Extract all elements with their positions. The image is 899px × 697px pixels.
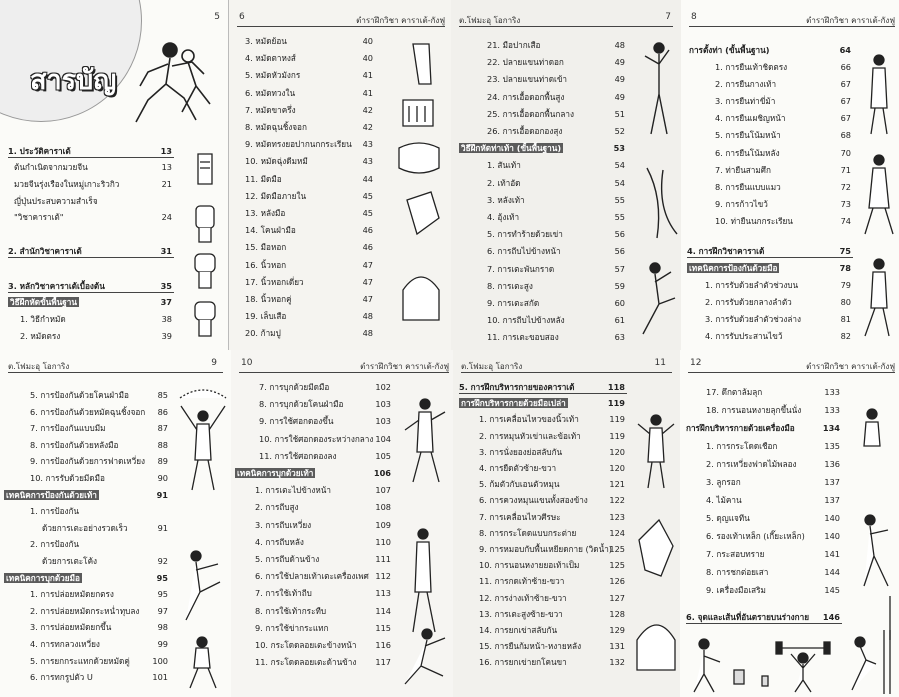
page-5 bbox=[0, 0, 229, 350]
toc-entry-page: 119 bbox=[607, 398, 625, 409]
toc-entry-page: 31 bbox=[160, 246, 172, 256]
toc-entry-title: 8. การกระโดดแบบกระต่าย bbox=[479, 527, 577, 538]
toc-entry-title: 2. การถีบสูง bbox=[255, 502, 299, 513]
toc-entry-page: 102 bbox=[375, 382, 391, 392]
toc-entry-title: 8. การใช้เท้ากระทืบ bbox=[255, 605, 327, 616]
toc-entry-page: 145 bbox=[824, 585, 840, 595]
toc-entry-title: 16. นิ้วหอก bbox=[245, 259, 287, 270]
toc-entry-title: 5. ก้มตัวกับเอนตัวหมุน bbox=[479, 479, 560, 490]
toc-entry-page: 128 bbox=[609, 608, 625, 619]
toc-entry-page: 68 bbox=[840, 130, 851, 140]
toc-entry-page: 41 bbox=[362, 87, 373, 98]
section-rule bbox=[8, 292, 174, 293]
toc-entry-title: 4. หมัดตาหงส์ bbox=[245, 53, 296, 64]
toc-entry-title: 11. มีดมือ bbox=[245, 173, 282, 184]
toc-entry-title: ต้นกำเนิดจากมวยจีน bbox=[14, 162, 88, 172]
toc-entry-page: 125 bbox=[609, 560, 625, 571]
toc-entry-page: 140 bbox=[824, 513, 840, 523]
toc-entry-title: 5. การฝึกบริหารกายของคาราเต้ bbox=[459, 382, 575, 392]
toc-entry-page: 47 bbox=[362, 259, 373, 270]
toc-entry-title: วิธีฝึกหัดท่าเท้า (ขั้นพื้นฐาน) bbox=[461, 143, 562, 154]
toc-entry-page: 40 bbox=[362, 53, 373, 64]
toc-entry-page: 114 bbox=[375, 605, 391, 616]
toc-entry-title: 15. มือหอก bbox=[245, 242, 287, 253]
toc-entry-title: 19. เล็บเสือ bbox=[245, 311, 287, 322]
toc-entry-page: 91 bbox=[156, 489, 168, 500]
toc-entry-page: 113 bbox=[375, 588, 391, 599]
running-header: ต.โฟมะอุ โอการิง bbox=[461, 362, 523, 371]
toc-entry-title: 2. สำนักวิชาคาราเต้ bbox=[8, 246, 82, 256]
toc-entry-page: 52 bbox=[614, 126, 625, 136]
toc-entry-page: 86 bbox=[157, 406, 168, 417]
running-header: ตำราฝึกวิชา คาราเต้-กังฟู bbox=[806, 362, 895, 371]
toc-entry-title: 11. การกดเท้าซ้าย-ขวา bbox=[479, 576, 565, 587]
toc-entry-title: 8. การยืนแบบแมว bbox=[715, 182, 781, 192]
toc-entry-page: 132 bbox=[609, 657, 625, 668]
running-header: ต.โฟมะอุ โอการิง bbox=[8, 362, 70, 371]
toc-entry-page: 37 bbox=[160, 297, 172, 307]
toc-entry-page: 54 bbox=[614, 177, 625, 188]
toc-entry-title: 12. การง่างเท้าซ้าย-ขวา bbox=[479, 592, 567, 603]
toc-entry-page: 46 bbox=[362, 225, 373, 236]
toc-entry-title: 1. การรับด้วยลำตัวช่วงบน bbox=[705, 280, 799, 290]
toc-entry-page: 63 bbox=[614, 332, 625, 343]
toc-entry-page: 54 bbox=[614, 160, 625, 171]
toc-entry-title: 3. หลักวิชาคาราเต้เบื้องต้น bbox=[8, 281, 105, 291]
page-11 bbox=[453, 350, 680, 697]
toc-entry-title: 9. การป้องกันด้วยการฟาดเหวี่ยง bbox=[30, 456, 145, 467]
toc-entry-title: 1. การป้องกัน bbox=[30, 506, 80, 517]
toc-entry-page: 59 bbox=[614, 280, 625, 291]
toc-entry-page: 134 bbox=[822, 423, 840, 433]
toc-entry-page: 47 bbox=[362, 276, 373, 287]
toc-entry-page: 47 bbox=[362, 294, 373, 304]
toc-entry-title: 5. หมัดหัวมังกร bbox=[245, 70, 301, 81]
toc-entry-page: 81 bbox=[840, 314, 851, 324]
toc-entry-title: 17. นิ้วหอกเดี่ยว bbox=[245, 276, 304, 287]
toc-entry-page: 72 bbox=[840, 182, 851, 192]
toc-entry-title: 6. การใช้ปลายเท้าเตะเครื่องเพศ bbox=[255, 571, 369, 582]
toc-entry-title: 10. กระโดดลอยเตะข้างหน้า bbox=[255, 640, 357, 650]
toc-entry-page: 137 bbox=[824, 477, 840, 487]
toc-entry-page: 66 bbox=[840, 62, 851, 72]
toc-entry-page: 105 bbox=[375, 450, 391, 461]
toc-entry-page: 124 bbox=[609, 527, 625, 538]
toc-entry-page: 41 bbox=[362, 70, 373, 81]
toc-entry-page: 126 bbox=[609, 576, 625, 587]
toc-entry-title: 7. กระสอบทราย bbox=[706, 549, 765, 559]
toc-entry-page: 133 bbox=[824, 387, 840, 397]
toc-entry-page: 99 bbox=[157, 639, 168, 649]
section-rule bbox=[8, 157, 174, 158]
toc-entry-title: 5. การทำร้ายด้วยเข่า bbox=[487, 229, 563, 240]
running-header: ต.โฟมะอุ โอการิง bbox=[459, 16, 521, 25]
toc-entry-title: 5. การยกกระแทกด้วยหมัดคู่ bbox=[30, 655, 130, 666]
toc-entry-page: 67 bbox=[840, 113, 851, 123]
page-number: 12 bbox=[690, 358, 702, 368]
toc-entry-page: 80 bbox=[840, 297, 851, 307]
page-7 bbox=[451, 0, 681, 350]
toc-entry-title: 6. รองเท้าเหล็ก (เกี๊ยะเหล็ก) bbox=[706, 531, 805, 541]
toc-entry-title: 1. การปล่อยหมัดยกตรง bbox=[30, 589, 114, 600]
toc-entry-page: 91 bbox=[157, 522, 168, 533]
toc-entry-title: 2. เท้าอัด bbox=[487, 177, 521, 188]
running-header: ตำราฝึกวิชา คาราเต้-กังฟู bbox=[356, 16, 445, 25]
figure-hand-strikes bbox=[393, 40, 447, 340]
toc-entry-title: 26. การเอื้อดอกองสุง bbox=[487, 126, 563, 136]
section-rule bbox=[687, 257, 853, 258]
toc-entry-page: 67 bbox=[840, 96, 851, 106]
toc-entry-title: 7. การป้องกันแบบมีม bbox=[30, 423, 106, 434]
toc-entry-title: 9. การเตะสกัด bbox=[487, 298, 540, 308]
toc-entry-title: 18. การนอนหงายลุกขึ้นนั่ง bbox=[706, 405, 802, 415]
toc-entry-page: 45 bbox=[362, 208, 373, 218]
toc-entry-title: 1. การกระโดดเชือก bbox=[706, 441, 778, 451]
toc-entry-page: 87 bbox=[157, 423, 168, 434]
toc-entry-page: 116 bbox=[375, 640, 391, 650]
toc-entry-page: 121 bbox=[609, 479, 625, 490]
toc-entry-title: 1. การเคลื่อนไหวของนิ้วเท้า bbox=[479, 414, 579, 425]
toc-entry-title: 9. การใช้ศอกดองขึ้น bbox=[259, 416, 334, 427]
toc-entry-title: 1. การยืนเท้าชิดตรง bbox=[715, 62, 788, 72]
toc-entry-title: 22. ปลายแขนท่าดอก bbox=[487, 57, 564, 68]
figure-fist-hands bbox=[190, 150, 220, 340]
toc-entry-page: 129 bbox=[609, 625, 625, 635]
toc-entry-page: 57 bbox=[614, 263, 625, 274]
toc-entry-title: 2. การป้องกัน bbox=[30, 539, 80, 550]
toc-entry-page: 21 bbox=[161, 179, 172, 189]
toc-entry-title: 16. การยกเข่ายกโคนขา bbox=[479, 657, 567, 668]
toc-entry-page: 133 bbox=[824, 405, 840, 415]
toc-entry-page: 40 bbox=[362, 36, 373, 46]
toc-entry-page: 122 bbox=[609, 495, 625, 506]
toc-entry-page: 98 bbox=[157, 622, 168, 633]
toc-entry-title: 1. ประวัติคาราเต้ bbox=[8, 146, 71, 156]
toc-entry-title: 3. หมัดย้อน bbox=[245, 36, 287, 46]
toc-entry-page: 95 bbox=[156, 572, 168, 583]
toc-entry-title: 10. การรับด้วยมีดมือ bbox=[30, 473, 105, 483]
toc-entry-title: วิธีฝึกหัดขั้นพื้นฐาน bbox=[10, 297, 77, 307]
toc-entry-page: 127 bbox=[609, 592, 625, 603]
page-10 bbox=[231, 350, 453, 697]
toc-entry-title: 3. การรับด้วยลำตัวช่วงล่าง bbox=[705, 314, 801, 324]
toc-entry-page: 42 bbox=[362, 104, 373, 115]
toc-entry-title: 20. ก้ามปู bbox=[245, 328, 281, 339]
page-number: 7 bbox=[665, 12, 671, 22]
toc-entry-page: 56 bbox=[614, 246, 625, 257]
figure-equipment-training bbox=[850, 400, 896, 640]
toc-entry-page: 103 bbox=[375, 399, 391, 410]
toc-entry-page: 39 bbox=[161, 331, 172, 341]
toc-entry-title: 6. การควงหมุนแขนทั้งสองข้าง bbox=[479, 495, 588, 506]
toc-entry-title: 1. วิธีกำหมัด bbox=[20, 314, 66, 324]
toc-entry-title: 7. การเตะพันกราด bbox=[487, 263, 555, 274]
toc-entry-page: 67 bbox=[840, 79, 851, 89]
toc-entry-title: 21. มือปากเสือ bbox=[487, 40, 541, 50]
toc-entry-title: การฝึกบริหารกายด้วยเครื่องมือ bbox=[686, 423, 795, 433]
toc-entry-page: 85 bbox=[157, 390, 168, 400]
toc-entry-page: 103 bbox=[375, 416, 391, 427]
toc-entry-title: 25. การเอื้อดอกพื้นกลาง bbox=[487, 108, 574, 119]
toc-entry-page: 144 bbox=[824, 567, 840, 577]
toc-entry-title: 10. การนอนหงายยอเท้าเป็ม bbox=[479, 560, 580, 571]
toc-entry-title: 4. การทกลวงเหวี่ยง bbox=[30, 639, 100, 649]
toc-entry-title: 10. ท่ายืนนกกระเรียน bbox=[715, 216, 793, 226]
toc-entry-title: 6. จุดและเส้นที่อันตรายบนร่างกาย bbox=[686, 612, 810, 622]
toc-entry-page: 101 bbox=[152, 672, 168, 683]
toc-entry-title: 15. การยืนก้มหน้า-หงายหลัง bbox=[479, 641, 582, 652]
toc-entry-title: 11. การเตะขอบสอง bbox=[487, 332, 559, 343]
toc-entry-page: 43 bbox=[362, 139, 373, 150]
toc-entry-title: 3. การถีบเหวี่ยง bbox=[255, 519, 312, 530]
toc-entry-title: 9. เครื่องมือเสริม bbox=[706, 585, 766, 595]
toc-entry-title: 11. กระโดดลอยเตะด้านข้าง bbox=[255, 657, 357, 668]
toc-entry-page: 13 bbox=[160, 146, 172, 156]
page-number: 5 bbox=[214, 12, 220, 22]
toc-entry-title: 23. ปลายแขนท่าดเข้า bbox=[487, 74, 568, 85]
toc-entry-title: 6. การป้องกันด้วยหมัดฉุนชิ้งจอก bbox=[30, 406, 146, 417]
toc-entry-page: 141 bbox=[824, 549, 840, 559]
toc-entry-page: 48 bbox=[614, 40, 625, 50]
toc-entry-title: 9. หมัดทรงยอปากนกกระเรียน bbox=[245, 139, 352, 150]
toc-entry-title: 2. การปล่อยหมัดกระหน่ำทุบลง bbox=[30, 605, 140, 616]
page-number: 11 bbox=[654, 358, 666, 368]
toc-entry-page: 112 bbox=[375, 571, 391, 582]
toc-entry-title: เทคนิคการป้องกันด้วยเท้า bbox=[6, 489, 97, 500]
toc-entry-title: เทคนิคการบุกด้วยมือ bbox=[6, 572, 80, 583]
toc-entry-page: 73 bbox=[840, 199, 851, 209]
toc-entry-page: 109 bbox=[375, 519, 391, 530]
toc-entry-title: 1. การเตะไปข้างหน้า bbox=[255, 485, 331, 496]
toc-entry-title: 9. การก้าวไขว้ bbox=[715, 199, 768, 209]
toc-entry-page: 97 bbox=[157, 605, 168, 616]
toc-entry-title: 14. การยกเข่าสลับกัน bbox=[479, 625, 558, 635]
toc-entry-title: 10. หมัดฉุ่งดีมหมี bbox=[245, 156, 308, 167]
toc-entry-page: 136 bbox=[824, 459, 840, 469]
toc-entry-page: 137 bbox=[824, 495, 840, 505]
toc-entry-page: 110 bbox=[375, 536, 391, 547]
toc-entry-title: 4. การฝึกวิชาคาราเต้ bbox=[687, 246, 765, 256]
page-12 bbox=[680, 350, 899, 697]
toc-entry-title: 5. การยืนโน้มหน้า bbox=[715, 130, 781, 140]
toc-entry-page: 108 bbox=[375, 502, 391, 513]
page-6 bbox=[229, 0, 451, 350]
toc-entry-title: 1. สันเท้า bbox=[487, 160, 521, 171]
toc-entry-page: 44 bbox=[362, 173, 373, 184]
toc-entry-title: 2. การเหวี่ยงฟาดไม้พลอง bbox=[706, 459, 797, 469]
toc-entry-title: 4. การถีบหลัง bbox=[255, 536, 304, 547]
toc-entry-page: 45 bbox=[362, 190, 373, 201]
toc-entry-page: 13 bbox=[161, 162, 172, 172]
toc-entry-page: 100 bbox=[152, 655, 168, 666]
toc-entry-page: 88 bbox=[157, 439, 168, 450]
figure-exercises bbox=[633, 390, 679, 690]
toc-entry-page: 56 bbox=[614, 229, 625, 240]
toc-entry-page: 48 bbox=[362, 311, 373, 322]
toc-entry-title: เทคนิคการบุกด้วยเท้า bbox=[237, 468, 314, 478]
toc-entry-page: 107 bbox=[375, 485, 391, 496]
toc-entry-page: 123 bbox=[609, 511, 625, 522]
toc-entry-page: 119 bbox=[609, 414, 625, 425]
toc-entry-title: 5. การป้องกันด้วยโคนฝ่ามือ bbox=[30, 390, 129, 400]
toc-entry-title: มวยจีนรุ่งเรืองในหมู่เกาะริวกิว bbox=[14, 179, 120, 189]
figure-kicks bbox=[637, 38, 681, 342]
toc-entry-page: 119 bbox=[609, 430, 625, 441]
toc-entry-title: 10. การถีบไปข้างหลัง bbox=[487, 315, 565, 326]
toc-entry-page: 92 bbox=[157, 556, 168, 566]
toc-entry-title: การตั้งท่า (ขั้นพื้นฐาน) bbox=[689, 45, 770, 55]
toc-entry-page: 71 bbox=[840, 165, 851, 175]
toc-entry-page: 42 bbox=[362, 122, 373, 132]
toc-entry-page: 49 bbox=[614, 91, 625, 102]
toc-entry-title: "วิชาคาราเต้" bbox=[14, 212, 64, 222]
toc-entry-page: 89 bbox=[157, 456, 168, 467]
toc-entry-title: 2. การยืนกางเท้า bbox=[715, 79, 777, 89]
toc-entry-title: 24. การเอื้อดอกพื้นสูง bbox=[487, 91, 565, 102]
toc-entry-page: 49 bbox=[614, 57, 625, 68]
toc-entry-page: 60 bbox=[614, 298, 625, 308]
toc-entry-page: 131 bbox=[609, 641, 625, 652]
section-rule bbox=[8, 257, 174, 258]
page-9 bbox=[0, 350, 231, 697]
toc-entry-page: 90 bbox=[157, 473, 168, 483]
toc-entry-title: 4. การรับประสานไขว้ bbox=[705, 331, 783, 341]
toc-entry-page: 82 bbox=[840, 331, 851, 341]
toc-entry-page: 38 bbox=[161, 314, 172, 324]
toc-entry-title: ญี่ปุ่นประสบความสำเร็จ bbox=[14, 196, 98, 206]
toc-entry-title: 6. การถีบไปข้างหน้า bbox=[487, 246, 561, 257]
toc-entry-title: 7. การเคลื่อนไหวศีรษะ bbox=[479, 511, 561, 522]
toc-entry-title: 8. การป้องกันด้วยหลังมือ bbox=[30, 439, 119, 450]
toc-entry-page: 64 bbox=[839, 45, 851, 55]
toc-entry-title: 12. มีดมือภายใน bbox=[245, 190, 307, 201]
figure-blocks bbox=[176, 386, 230, 690]
toc-entry-page: 118 bbox=[607, 382, 625, 392]
toc-entry-page: 46 bbox=[362, 242, 373, 253]
toc-entry-title: 4. ไม้คาน bbox=[706, 495, 742, 505]
toc-entry-title: 4. การยืนเผชิญหน้า bbox=[715, 113, 786, 123]
toc-entry-title: 6. หมัดทวงใน bbox=[245, 87, 296, 98]
toc-title: สารบัญ bbox=[30, 65, 117, 96]
toc-entry-page: 95 bbox=[157, 589, 168, 600]
toc-entry-page: 74 bbox=[840, 216, 851, 226]
toc-entry-page: 55 bbox=[614, 194, 625, 205]
toc-entry-page: 51 bbox=[614, 108, 625, 119]
toc-entry-title: 18. นิ้วหอกคู่ bbox=[245, 294, 292, 304]
toc-entry-page: 35 bbox=[160, 281, 172, 291]
running-header: ตำราฝึกวิชา คาราเต้-กังฟู bbox=[806, 16, 895, 25]
toc-entry-page: 120 bbox=[609, 463, 625, 473]
toc-entry-title: 13. การเตะสูงซ้าย-ขวา bbox=[479, 608, 563, 619]
toc-entry-page: 53 bbox=[613, 143, 625, 154]
toc-entry-title: 17. ดึกตาล้มลุก bbox=[706, 387, 763, 397]
toc-entry-title: 8. การบุกด้วยโคนฝ่ามือ bbox=[259, 399, 344, 410]
page-8 bbox=[681, 0, 899, 350]
figure-attacks bbox=[401, 384, 451, 690]
toc-entry-title: 5. การถีบด้านข้าง bbox=[255, 554, 320, 564]
page-number: 10 bbox=[241, 358, 253, 368]
toc-entry-title: 7. การบุกด้วยมีดมือ bbox=[259, 382, 330, 392]
toc-entry-page: 140 bbox=[824, 531, 840, 541]
toc-entry-page: 75 bbox=[839, 246, 851, 256]
toc-entry-page: 49 bbox=[614, 74, 625, 85]
toc-entry-title: ด้วยการเตะโค้ง bbox=[42, 556, 98, 566]
toc-entry-title: 8. หมัดฉุนชิ้งจอก bbox=[245, 122, 307, 132]
toc-entry-page: 61 bbox=[614, 315, 625, 326]
toc-entry-title: 9. การใช้ข่ากระแทก bbox=[255, 622, 329, 633]
toc-entry-title: 9. การหมอบกับพื้นเหยียดกาย (วิดน้ำ) bbox=[479, 544, 612, 554]
toc-entry-title: 3. หลังเท้า bbox=[487, 194, 525, 205]
toc-entry-page: 146 bbox=[822, 612, 840, 622]
toc-entry-title: 7. หมัดขาครึ่ง bbox=[245, 104, 296, 115]
page-number: 8 bbox=[691, 12, 697, 22]
toc-entry-title: 4. การยืดตัวซ้าย-ขวา bbox=[479, 463, 557, 473]
toc-entry-page: 70 bbox=[840, 148, 851, 158]
toc-entry-title: 3. การปล่อยหมัดยกขึ้น bbox=[30, 622, 112, 633]
toc-entry-title: 3. ลูกรอก bbox=[706, 477, 741, 487]
section-rule bbox=[686, 623, 842, 624]
toc-entry-title: 13. หลังมือ bbox=[245, 208, 286, 218]
toc-entry-title: 4. อุ้งเท้า bbox=[487, 212, 520, 222]
toc-entry-page: 24 bbox=[161, 212, 172, 222]
figure-grappling bbox=[126, 34, 218, 126]
toc-entry-page: 111 bbox=[375, 554, 391, 564]
toc-entry-title: 2. หมัดตรง bbox=[20, 331, 61, 341]
toc-entry-title: 6. การยืนโน้มหลัง bbox=[715, 148, 780, 158]
figure-weights-and-punching bbox=[684, 630, 898, 694]
toc-entry-page: 79 bbox=[840, 280, 851, 290]
toc-entry-title: 6. การทกรูปตัว U bbox=[30, 672, 93, 683]
toc-entry-page: 55 bbox=[614, 212, 625, 222]
toc-entry-page: 78 bbox=[839, 263, 851, 273]
toc-entry-page: 106 bbox=[373, 468, 391, 478]
toc-entry-page: 104 bbox=[375, 433, 391, 444]
toc-entry-page: 120 bbox=[609, 446, 625, 457]
toc-entry-title: 14. โคนฝ่ามือ bbox=[245, 225, 296, 236]
toc-entry-title: 10. การใช้ศอกดองระหว่างกลาง bbox=[259, 433, 374, 444]
toc-entry-title: 2. การรับด้วยกลางลำตัว bbox=[705, 297, 792, 307]
toc-entry-page: 117 bbox=[375, 657, 391, 668]
toc-entry-title: เทคนิคการป้องกันด้วยมือ bbox=[689, 263, 778, 273]
toc-entry-title: 2. การหมุนหัวเข่าและข้อเท้า bbox=[479, 430, 581, 441]
toc-entry-page: 115 bbox=[375, 622, 391, 633]
toc-entry-page: 125 bbox=[609, 544, 625, 554]
section-rule bbox=[459, 393, 627, 394]
running-header: ตำราฝึกวิชา คาราเต้-กังฟู bbox=[360, 362, 449, 371]
toc-entry-title: 3. การนั่งยองย่อสลับกัน bbox=[479, 446, 563, 457]
toc-entry-title: 8. การชกต่อยเสา bbox=[706, 567, 769, 577]
toc-entry-title: ด้วยการเตะอย่างรวดเร็ว bbox=[42, 522, 128, 533]
toc-entry-title: การฝึกบริหารกายด้วยมือเปล่า bbox=[461, 398, 566, 409]
page-number: 6 bbox=[239, 12, 245, 22]
figure-stances bbox=[861, 52, 897, 342]
toc-entry-title: 7. การใช้เท้าถีบ bbox=[255, 588, 312, 599]
toc-entry-title: 8. การเตะสูง bbox=[487, 280, 533, 291]
toc-entry-title: 3. การยืนท่าขี่ม้า bbox=[715, 96, 776, 106]
toc-entry-title: 5. ดุญแจทีน bbox=[706, 513, 750, 523]
toc-entry-page: 135 bbox=[824, 441, 840, 451]
toc-entry-title: 11. การใช้ศอกดองลง bbox=[259, 450, 337, 461]
toc-entry-page: 48 bbox=[362, 328, 373, 339]
toc-entry-title: 7. ท่ายืนสามศึก bbox=[715, 165, 771, 175]
toc-entry-page: 43 bbox=[362, 156, 373, 167]
page-number: 9 bbox=[211, 358, 217, 368]
